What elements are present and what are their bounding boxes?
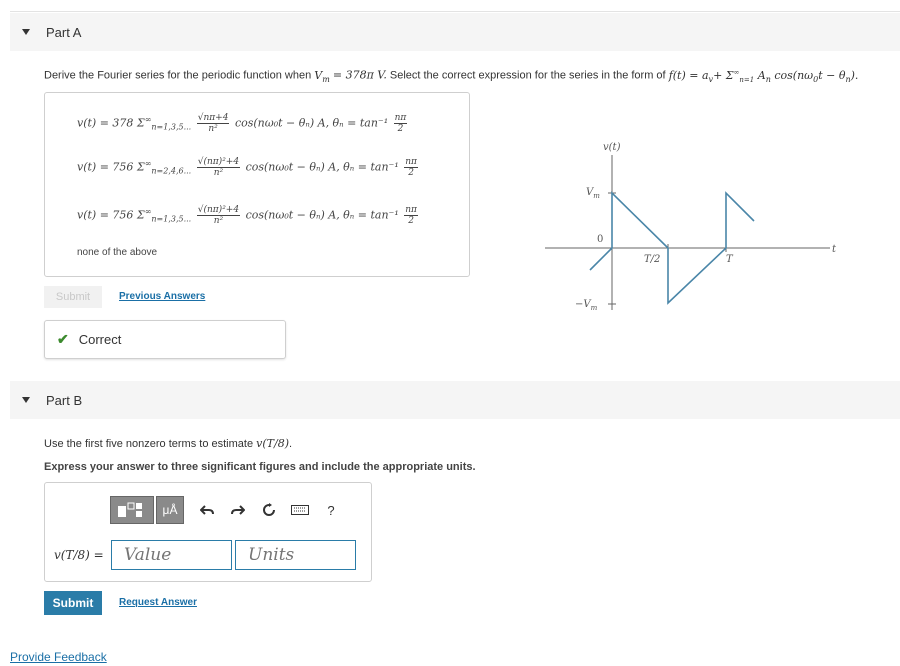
part-b-submit-button[interactable]: Submit xyxy=(44,591,102,615)
value-input[interactable] xyxy=(111,540,232,570)
option-1[interactable]: v(t) = 378 $\Sigma^\infty_{n=1,3,5...}$ $\frac{√n\pi+4}{\text{n²}}$ cos(nω₀t − θₙ) A, θₙ = tan⁻¹ $\frac{n\pi}{2}$ xyxy=(77,113,407,134)
request-answer-link[interactable]: Request Answer xyxy=(119,597,197,608)
redo-icon[interactable] xyxy=(227,499,249,521)
checkmark-icon: ✔ xyxy=(57,331,69,347)
correct-label: Correct xyxy=(78,332,122,347)
part-a-title: Part A xyxy=(46,24,82,40)
help-button[interactable]: ? xyxy=(327,502,335,518)
zero-label: 0 xyxy=(597,234,604,245)
part-b-express-note: Express your answer to three significant figures and include the appropriate units. xyxy=(44,461,476,473)
undo-icon[interactable] xyxy=(196,499,218,521)
collapse-caret-icon[interactable] xyxy=(22,397,30,403)
collapse-caret-icon[interactable] xyxy=(22,29,30,35)
part-a-submit-button: Submit xyxy=(44,286,102,308)
reset-icon[interactable] xyxy=(258,499,280,521)
answer-label: v(T/8) = xyxy=(54,548,104,562)
top-divider xyxy=(10,11,900,12)
part-b-title: Part B xyxy=(46,392,83,408)
units-button[interactable]: μÅ xyxy=(156,496,184,524)
series-form: $f(t) = a_v+ \Sigma^\infty_{n=1}$ $A_n$ $\cos(n\omega_0t - \theta_n)$. xyxy=(668,68,859,84)
math-toolbar xyxy=(110,496,351,524)
part-a-question xyxy=(44,68,858,84)
question-prefix: Derive the Fourier series for the periodic function when xyxy=(44,69,312,82)
units-input[interactable] xyxy=(235,540,356,570)
t-axis-label: t xyxy=(832,244,837,255)
templates-icon xyxy=(116,501,148,519)
neg-vm-label: $-V_m$ xyxy=(575,299,598,312)
provide-feedback-link[interactable]: Provide Feedback xyxy=(10,650,107,664)
option-none[interactable]: none of the above xyxy=(77,247,158,258)
previous-answers-link[interactable]: Previous Answers xyxy=(119,291,206,302)
part-b-header[interactable] xyxy=(10,381,900,419)
part-b-instruction: Use the first five nonzero terms to estimate v(T/8). xyxy=(44,437,293,450)
answer-options-box xyxy=(44,92,470,277)
half-period-label: T/2 xyxy=(644,254,661,265)
vm-variable: $V_m$ xyxy=(314,68,330,84)
option-3[interactable]: v(t) = 756 $\Sigma^\infty_{n=1,3,5...}$ $\frac{\text{√(nπ)²+4}}{\text{n²}}$ cos(nω₀t − θₙ) A, θₙ = tan⁻¹ $\frac{n\pi}{2}$ xyxy=(77,205,417,226)
period-label: T xyxy=(726,254,733,265)
y-axis-label: v(t) xyxy=(603,142,621,153)
correct-feedback-box xyxy=(44,320,286,359)
vm-value: = 378π V. xyxy=(332,68,387,82)
keyboard-icon[interactable] xyxy=(289,499,311,521)
option-2[interactable]: v(t) = 756 $\Sigma^\infty_{n=2,4,6...}$ $\frac{\text{√(nπ)²+4}}{\text{n²}}$ cos(nω₀t − θₙ) A, θₙ = tan⁻¹ $\frac{n\pi}{2}$ xyxy=(77,157,417,178)
part-a-header[interactable] xyxy=(10,13,900,51)
templates-button[interactable] xyxy=(110,496,154,524)
vm-label: $V_m$ xyxy=(586,187,600,200)
waveform-graph xyxy=(540,135,840,325)
question-middle: Select the correct expression for the series in the form of xyxy=(389,69,666,82)
